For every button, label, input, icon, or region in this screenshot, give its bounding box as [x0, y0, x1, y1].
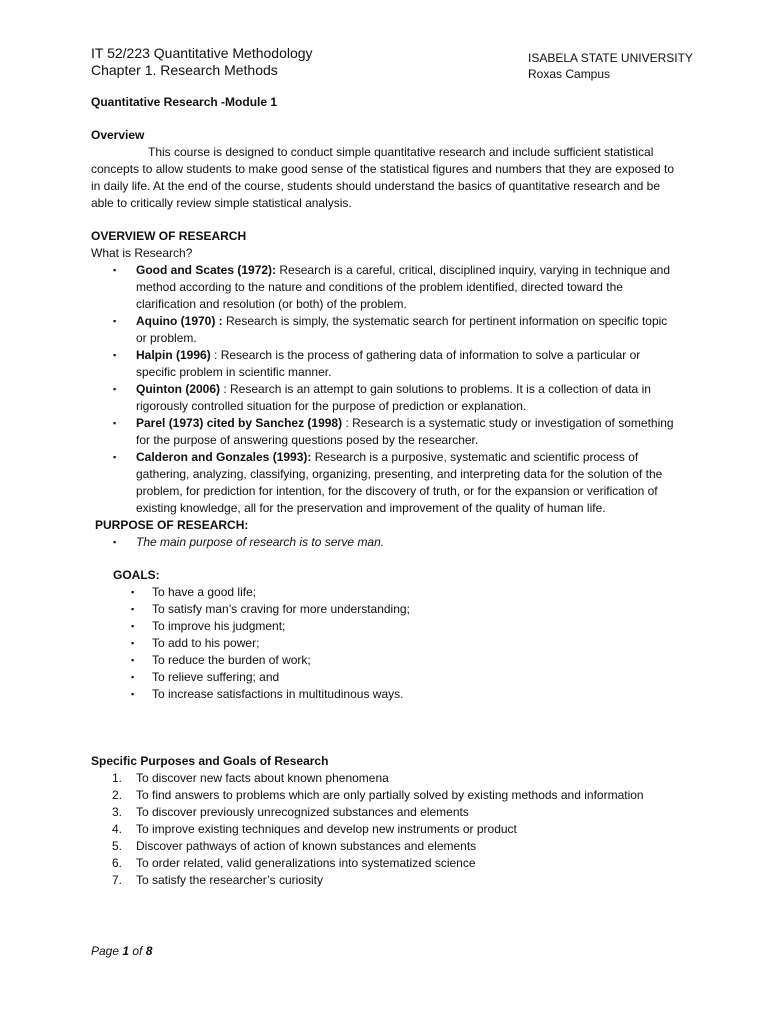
header-right	[528, 50, 693, 82]
bullet-icon: ▪	[113, 316, 117, 326]
definition-author: Quinton (2006)	[136, 382, 221, 396]
definition-item	[91, 313, 681, 347]
specific-item	[91, 821, 681, 838]
goal-item	[91, 618, 681, 635]
specific-item	[91, 855, 681, 872]
page-footer	[91, 944, 152, 958]
page-total: 8	[145, 944, 153, 958]
bullet-icon: ▪	[113, 418, 117, 428]
goal-text: To relieve suffering; and	[152, 670, 280, 684]
specific-item	[91, 787, 681, 804]
item-number: 1.	[112, 771, 123, 785]
research-question: What is Research?	[91, 246, 193, 260]
specific-item	[91, 872, 681, 889]
course-title: IT 52/223 Quantitative Methodology	[91, 45, 313, 61]
specific-item	[91, 804, 681, 821]
campus-name: Roxas Campus	[528, 67, 611, 81]
item-number: 6.	[112, 856, 123, 870]
goals-list	[91, 584, 681, 703]
goal-text: To improve his judgment;	[152, 619, 286, 633]
bullet-icon: ▪	[131, 672, 135, 682]
specific-item	[91, 770, 681, 787]
item-text: Discover pathways of action of known substances and elements	[136, 839, 477, 853]
overview-paragraph: This course is designed to conduct simple quantitative research and include sufficient statistical concepts to allow students to make good sense of the statistical figures and numbers that they are exposed to in daily life. At the end of the course, students should understand the basics of quantitative research and be able to critically review simple statistical analysis.	[91, 145, 675, 210]
bullet-icon: ▪	[131, 621, 135, 631]
definition-item	[91, 381, 681, 415]
goal-item	[91, 669, 681, 686]
bullet-icon: ▪	[113, 384, 117, 394]
header-left	[91, 45, 313, 79]
definition-text: Research is simply, the systematic search for pertinent information on specific topic or problem.	[136, 314, 668, 345]
item-text: To discover new facts about known phenomena	[136, 771, 389, 785]
goal-text: To increase satisfactions in multitudinous ways.	[152, 687, 404, 701]
definition-author: Parel (1973) cited by Sanchez (1998)	[136, 416, 343, 430]
item-number: 3.	[112, 805, 123, 819]
definition-author: Good and Scates (1972):	[136, 263, 277, 277]
bullet-icon: ▪	[131, 604, 135, 614]
research-overview-heading: OVERVIEW OF RESEARCH	[91, 229, 247, 243]
bullet-icon: ▪	[113, 452, 117, 462]
item-number: 2.	[112, 788, 123, 802]
page-number: 1	[122, 944, 130, 958]
goal-item	[91, 584, 681, 601]
university-name: ISABELA STATE UNIVERSITY	[528, 51, 693, 65]
definition-author: Aquino (1970) :	[136, 314, 223, 328]
main-content	[91, 94, 681, 889]
item-text: To satisfy the researcher’s curiosity	[136, 873, 323, 887]
of-label: of	[129, 944, 146, 958]
page-label: Page	[91, 944, 123, 958]
item-number: 7.	[112, 873, 123, 887]
definition-text: : Research is an attempt to gain solutions to problems. It is a collection of data in rigorously controlled situation for the purpose of prediction or explanation.	[136, 382, 651, 413]
purpose-item	[91, 534, 681, 551]
purpose-list	[91, 534, 681, 551]
bullet-icon: ▪	[131, 638, 135, 648]
bullet-icon: ▪	[113, 265, 117, 275]
module-title: Quantitative Research -Module 1	[91, 95, 278, 109]
definition-text: Research is a purposive, systematic and scientific process of gathering, analyzing, classifying, organizing, presenting, and interpreting data for the solution of the problem, for prediction for intention, for the discovery of truth, or for the expansion or verification of existing knowledge, all for the preservation and improvement of the quality of human life.	[136, 450, 663, 515]
bullet-icon: ▪	[113, 350, 117, 360]
item-text: To find answers to problems which are only partially solved by existing methods and information	[136, 788, 644, 802]
bullet-icon: ▪	[131, 689, 135, 699]
goal-text: To have a good life;	[152, 585, 257, 599]
goal-item	[91, 686, 681, 703]
definition-item	[91, 449, 681, 517]
definition-text: : Research is the process of gathering data of information to solve a particular or specific problem in scientific manner.	[136, 348, 641, 379]
goal-item	[91, 635, 681, 652]
purpose-text: The main purpose of research is to serve man.	[136, 535, 385, 549]
goal-item	[91, 652, 681, 669]
chapter-title: Chapter 1. Research Methods	[91, 62, 278, 78]
goal-item	[91, 601, 681, 618]
definition-item	[91, 347, 681, 381]
definition-author: Halpin (1996)	[136, 348, 211, 362]
overview-heading: Overview	[91, 128, 145, 142]
goal-text: To reduce the burden of work;	[152, 653, 311, 667]
specific-purposes-list	[91, 770, 681, 889]
definition-text: : Research is a systematic study or investigation of something for the purpose of answering questions posed by the researcher.	[136, 416, 674, 447]
item-text: To improve existing techniques and develop new instruments or product	[136, 822, 517, 836]
item-number: 4.	[112, 822, 123, 836]
item-number: 5.	[112, 839, 123, 853]
definition-author: Calderon and Gonzales (1993):	[136, 450, 312, 464]
definition-item	[91, 415, 681, 449]
bullet-icon: ▪	[131, 655, 135, 665]
item-text: To discover previously unrecognized substances and elements	[136, 805, 469, 819]
purpose-heading: PURPOSE OF RESEARCH:	[95, 518, 249, 532]
bullet-icon: ▪	[113, 537, 117, 547]
specific-item	[91, 838, 681, 855]
goals-heading: GOALS:	[113, 568, 160, 582]
definitions-list	[91, 262, 681, 517]
specific-purposes-heading: Specific Purposes and Goals of Research	[91, 754, 329, 768]
goal-text: To satisfy man’s craving for more understanding;	[152, 602, 410, 616]
item-text: To order related, valid generalizations into systematized science	[136, 856, 476, 870]
goal-text: To add to his power;	[152, 636, 260, 650]
bullet-icon: ▪	[131, 587, 135, 597]
definition-item	[91, 262, 681, 313]
definition-text: Research is a careful, critical, disciplined inquiry, varying in technique and method according to the nature and conditions of the problem identified, directed toward the clarification and resolution (or both) of the problem.	[136, 263, 671, 311]
